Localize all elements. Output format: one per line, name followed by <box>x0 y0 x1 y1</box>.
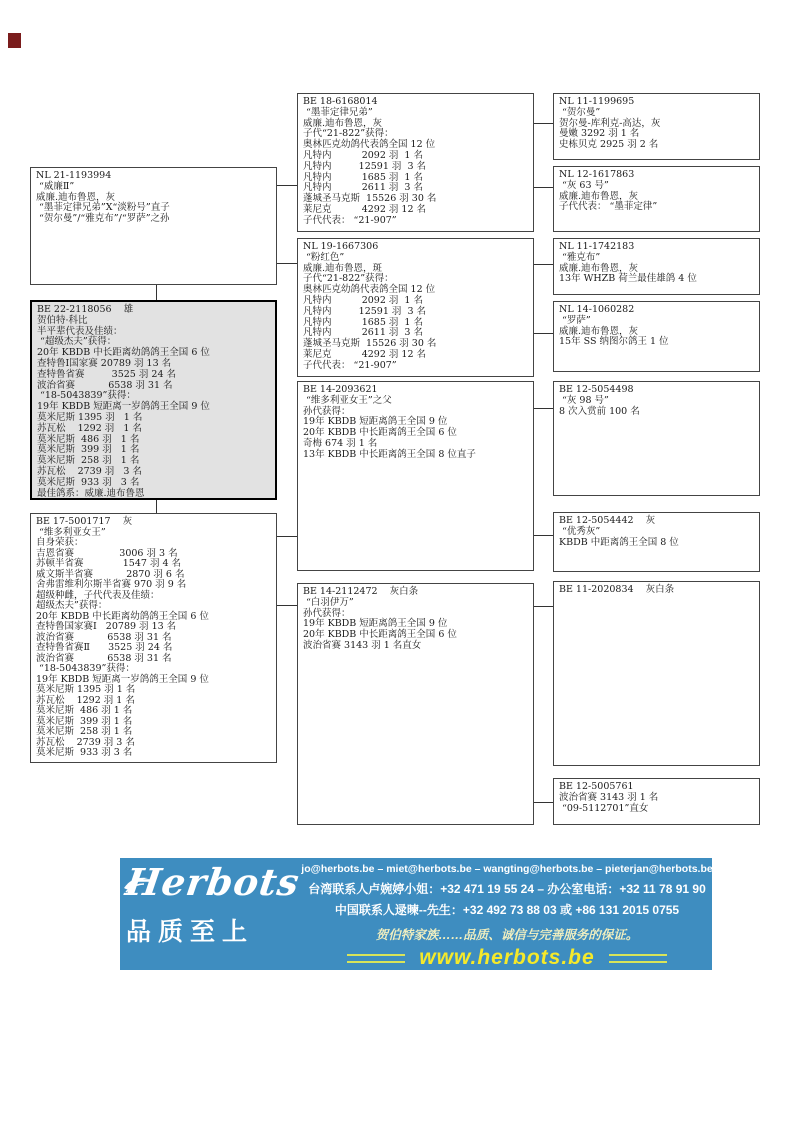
pedigree-text-line: 莫米尼斯 933 羽 3 名 <box>36 747 133 758</box>
pedigree-text-line: 凡特内 2611 羽 3 名 <box>303 182 423 194</box>
pedigree-text-line: 19年 KBDB 短距离一岁鸽鸽王全国 9 位 <box>36 673 209 685</box>
pedigree-box-sire-dam <box>297 238 534 377</box>
pedigree-text-line: 查特鲁省赛 3525 羽 24 名 <box>37 368 177 380</box>
pedigree-text-line: KBDB 中距离鸽王全国 8 位 <box>559 536 679 548</box>
pedigree-text-line: “威廉Ⅱ” <box>36 180 75 192</box>
pedigree-text-line: “灰 63 号” <box>559 179 609 191</box>
pedigree-text-line: 凡特内 12591 羽 3 名 <box>303 160 427 172</box>
pedigree-text-line: BE 14-2093621 <box>303 384 378 395</box>
pedigree-text-line: 子代“21-822”获得： <box>303 128 394 140</box>
pedigree-text-line: 19年 KBDB 短距离鸽王全国 9 位 <box>303 618 448 630</box>
connector-line <box>277 263 297 264</box>
pedigree-text-line: 史栋贝克 2925 羽 2 名 <box>559 139 659 151</box>
connector-line <box>156 500 157 513</box>
banner-china-contact: 中国联系人逯暕--先生：+32 492 73 88 03 或 +86 131 2015 0755 <box>334 903 680 917</box>
connector-line <box>534 802 553 803</box>
pedigree-text-line: 子代代表： “21-907” <box>303 214 397 226</box>
pedigree-text-line: 子代代表： “21-907” <box>303 359 397 371</box>
pedigree-text-line: 超级杰夫”获得： <box>36 600 108 611</box>
pedigree-text-line: 威廉.迪布鲁恩，灰 <box>303 117 383 129</box>
pedigree-text-line: 苏瓦松 2739 羽 3 名 <box>37 465 142 477</box>
pedigree-text-line: NL 12-1617863 <box>559 169 635 180</box>
pedigree-box-subject <box>30 300 277 500</box>
pedigree-text-line: 威廉.迪布鲁恩，灰 <box>559 325 639 337</box>
pedigree-text-line: 查特鲁省赛Ⅱ 3525 羽 24 名 <box>36 642 173 653</box>
herbots-logo-subtitle: 品质至上 <box>126 918 255 946</box>
pedigree-text-line: 19年 KBDB 短距离一岁鸽鸽王全国 9 位 <box>37 401 210 413</box>
pedigree-box-ggp4 <box>553 301 760 372</box>
pedigree-text-line: 波治省赛 3143 羽 1 名 <box>559 791 659 803</box>
pedigree-text-line: “灰 98 号” <box>559 394 609 406</box>
pedigree-text-line: 威廉.迪布鲁恩，灰 <box>36 191 116 203</box>
pedigree-text-line: 苏顿半省赛 1547 羽 4 名 <box>36 558 182 569</box>
pedigree-box-ggp6 <box>553 512 760 572</box>
herbots-banner <box>120 858 712 970</box>
pedigree-box-ggp8 <box>553 778 760 825</box>
pedigree-text-line: 自身荣获： <box>36 537 84 548</box>
pedigree-text-line: NL 19-1667306 <box>303 241 379 252</box>
pedigree-text-line: 凡特内 2092 羽 1 名 <box>303 149 423 161</box>
connector-line <box>277 185 297 186</box>
pedigree-text-line: BE 11-2020834 灰白条 <box>559 584 675 595</box>
pedigree-text-line: 20年 KBDB 中长距离鸽王全国 6 位 <box>303 427 457 439</box>
pedigree-text-line: “贺尔曼” <box>559 106 601 118</box>
connector-line <box>277 605 297 606</box>
pedigree-text-line: 舍弗雷维利尔斯半省赛 970 羽 9 名 <box>36 579 187 590</box>
pedigree-text-line: “优秀灰” <box>559 525 601 537</box>
connector-line <box>534 408 553 409</box>
banner-emails[interactable]: jo@herbots.be – miet@herbots.be – wangting@herbots.be – pieterjan@herbots.be <box>301 863 713 875</box>
pedigree-text-line: 威文斯半省赛 2870 羽 6 名 <box>36 568 185 580</box>
pedigree-text-line: 波治省赛 6538 羽 31 名 <box>36 631 172 643</box>
pedigree-text-line: 波治省赛 6538 羽 31 名 <box>37 379 173 391</box>
pedigree-text-line: “雅克布” <box>559 251 601 263</box>
pedigree-text-line: BE 12-5005761 <box>559 781 634 792</box>
pedigree-text-line: 子代“21-822”获得： <box>303 273 394 285</box>
pedigree-text-line: 奇梅 674 羽 1 名 <box>303 437 378 449</box>
pedigree-text-line: 莱尼克 4292 羽 12 名 <box>303 348 427 360</box>
pedigree-text-line: 莫米尼斯 399 羽 1 名 <box>36 715 133 727</box>
pedigree-text-line: NL 11-1742183 <box>559 241 635 252</box>
pedigree-text-line: “白羽伊万” <box>303 596 354 608</box>
pedigree-text-line: 15年 SS 纳图尔鸽王 1 位 <box>559 336 669 348</box>
pedigree-text-line: 13年 WHZB 荷兰最佳雄鸽 4 位 <box>559 273 697 285</box>
pedigree-text-line: 威廉.迪布鲁恩，灰 <box>559 262 639 274</box>
pedigree-text-line: 蓬城圣马克斯 15526 羽 30 名 <box>303 193 437 205</box>
pedigree-text-line: 莫米尼斯 933 羽 3 名 <box>37 476 140 488</box>
pedigree-text-line: BE 12-5054442 灰 <box>559 515 656 526</box>
pedigree-text-line: 凡特内 1685 羽 1 名 <box>303 171 423 183</box>
pedigree-text-line: 威廉.迪布鲁恩，灰 <box>559 190 639 202</box>
pedigree-text-line: 孙代获得： <box>303 607 351 619</box>
pedigree-text-line: “罗萨” <box>559 314 591 326</box>
pedigree-text-line: 莱尼克 4292 羽 12 名 <box>303 203 427 215</box>
connector-line <box>534 606 553 607</box>
pedigree-text-line: “09-5112701”直女 <box>559 802 649 814</box>
pedigree-text-line: 凡特内 2611 羽 3 名 <box>303 327 423 339</box>
pedigree-text-line: 子代代表： “墨菲定律” <box>559 201 658 213</box>
banner-website-link[interactable]: www.herbots.be <box>419 946 595 969</box>
pedigree-text-line: 凡特内 1685 羽 1 名 <box>303 316 423 328</box>
pedigree-text-line: 贺尔曼-库利克-高达，灰 <box>559 117 661 129</box>
pedigree-box-dam <box>30 513 277 763</box>
pedigree-text-line: “18-5043839”获得： <box>37 390 136 402</box>
pedigree-text-line: 莫米尼斯 486 羽 1 名 <box>37 433 140 445</box>
banner-info <box>298 858 716 970</box>
pedigree-text-line: 蓬城圣马克斯 15526 羽 30 名 <box>303 338 437 350</box>
pedigree-text-line: NL 11-1199695 <box>559 96 635 107</box>
pedigree-text-line: 曼嫩 3292 羽 1 名 <box>559 128 640 140</box>
connector-line <box>534 535 553 536</box>
pedigree-text-line: “粉红色” <box>303 251 345 263</box>
pedigree-text-line: 莫米尼斯 486 羽 1 名 <box>36 705 133 716</box>
pedigree-text-line: BE 18-6168014 <box>303 96 378 107</box>
pedigree-text-line: BE 22-2118056 雄 <box>37 304 134 315</box>
herbots-logo-text: Herbots <box>122 860 303 904</box>
pedigree-text-line: 奥林匹克幼鸽代表鸽全国 12 位 <box>303 284 436 296</box>
pedigree-text-line: 莫米尼斯 1395 羽 1 名 <box>36 684 136 695</box>
pedigree-box-sire-sire <box>297 93 534 232</box>
equals-bar-icon <box>609 954 667 963</box>
pedigree-text-line: BE 12-5054498 <box>559 384 634 395</box>
pedigree-text-line: 查特鲁国家赛Ⅰ 20789 羽 13 名 <box>36 621 177 632</box>
pedigree-text-line: 最佳鸽系：威廉.迪布鲁恩 <box>37 487 145 499</box>
pedigree-box-ggp7 <box>553 581 760 766</box>
pedigree-text-line: 超级种雌，子代代表及佳绩： <box>36 589 160 601</box>
pedigree-text-line: 孙代获得： <box>303 405 351 417</box>
connector-line <box>534 187 553 188</box>
pedigree-box-ggp5 <box>553 381 760 496</box>
pedigree-text-line: NL 14-1060282 <box>559 304 635 315</box>
pedigree-text-line: “超级杰夫”获得： <box>37 336 117 348</box>
pedigree-text-line: 莫米尼斯 258 羽 1 名 <box>36 726 133 737</box>
connector-line <box>534 333 553 334</box>
pedigree-box-ggp2 <box>553 166 760 232</box>
pedigree-text-line: 莫米尼斯 258 羽 1 名 <box>37 455 140 467</box>
pedigree-text-line: “维多利亚女王” <box>36 526 106 538</box>
pedigree-text-line: “18-5043839”获得： <box>36 663 135 674</box>
pedigree-text-line: 奥林匹克幼鸽代表鸽全国 12 位 <box>303 139 436 151</box>
banner-slogan: 贺伯特家族……品质、诚信与完善服务的保证。 <box>375 928 639 942</box>
pedigree-text-line: 19年 KBDB 短距离鸽王全国 9 位 <box>303 416 448 428</box>
pedigree-text-line: BE 14-2112472 灰白条 <box>303 586 419 597</box>
corner-mark <box>8 33 21 48</box>
pedigree-text-line: BE 17-5001717 灰 <box>36 516 133 527</box>
connector-line <box>534 264 553 265</box>
pedigree-text-line: 莫米尼斯 1395 羽 1 名 <box>37 411 143 423</box>
connector-line <box>156 285 157 300</box>
pedigree-text-line: 贺伯特·科比 <box>37 314 88 326</box>
pedigree-text-line: 凡特内 2092 羽 1 名 <box>303 294 423 306</box>
pedigree-text-line: 波治省赛 3143 羽 1 名直女 <box>303 639 422 651</box>
pedigree-text-line: 20年 KBDB 中长距离鸽王全国 6 位 <box>303 629 457 641</box>
pedigree-text-line: 半平辈代表及佳绩： <box>37 325 123 337</box>
pedigree-text-line: 苏瓦松 2739 羽 3 名 <box>36 736 135 748</box>
herbots-logo <box>122 860 306 948</box>
pedigree-box-dam-sire <box>297 381 534 571</box>
pedigree-text-line: 查特鲁Ⅰ国家赛 20789 羽 13 名 <box>37 357 172 369</box>
pedigree-text-line: NL 21-1193994 <box>36 170 112 181</box>
pedigree-text-line: 苏瓦松 1292 羽 1 名 <box>36 694 135 706</box>
pedigree-box-ggp1 <box>553 93 760 160</box>
pedigree-box-ggp3 <box>553 238 760 295</box>
equals-bar-icon <box>347 954 405 963</box>
pedigree-text-line: 威廉.迪布鲁恩，斑 <box>303 262 383 274</box>
pedigree-text-line: 苏瓦松 1292 羽 1 名 <box>37 422 142 434</box>
pedigree-text-line: 8 次入赏前 100 名 <box>559 405 640 417</box>
connector-line <box>277 536 297 537</box>
pedigree-text-line: 20年 KBDB 中长距离幼鸽鸽王全国 6 位 <box>36 610 209 622</box>
pedigree-text-line: “维多利亚女王”之父 <box>303 394 392 406</box>
pedigree-text-line: 吉恩省赛 3006 羽 3 名 <box>36 547 178 559</box>
banner-taiwan-contact: 台湾联系人卢婉婷小姐：+32 471 19 55 24 – 办公室电话：+32 11 78 91 90 <box>308 882 706 896</box>
pedigree-text-line: 13年 KBDB 中长距离鸽王全国 8 位直子 <box>303 448 476 460</box>
connector-line <box>534 123 553 124</box>
pedigree-box-dam-dam <box>297 583 534 825</box>
pedigree-text-line: 波治省赛 6538 羽 31 名 <box>36 652 172 664</box>
pedigree-box-sire <box>30 167 277 285</box>
pedigree-text-line: 凡特内 12591 羽 3 名 <box>303 305 427 317</box>
pedigree-text-line: “贺尔曼”/“雅克布”/“罗萨”之孙 <box>36 213 170 225</box>
pedigree-text-line: “墨菲定律兄弟”X“淡粉号”直子 <box>36 202 170 214</box>
pedigree-text-line: 20年 KBDB 中长距离幼鸽鸽王全国 6 位 <box>37 347 210 359</box>
pedigree-text-line: “墨菲定律兄弟” <box>303 106 373 118</box>
pedigree-text-line: 莫米尼斯 399 羽 1 名 <box>37 444 140 456</box>
banner-url-row <box>298 946 716 970</box>
